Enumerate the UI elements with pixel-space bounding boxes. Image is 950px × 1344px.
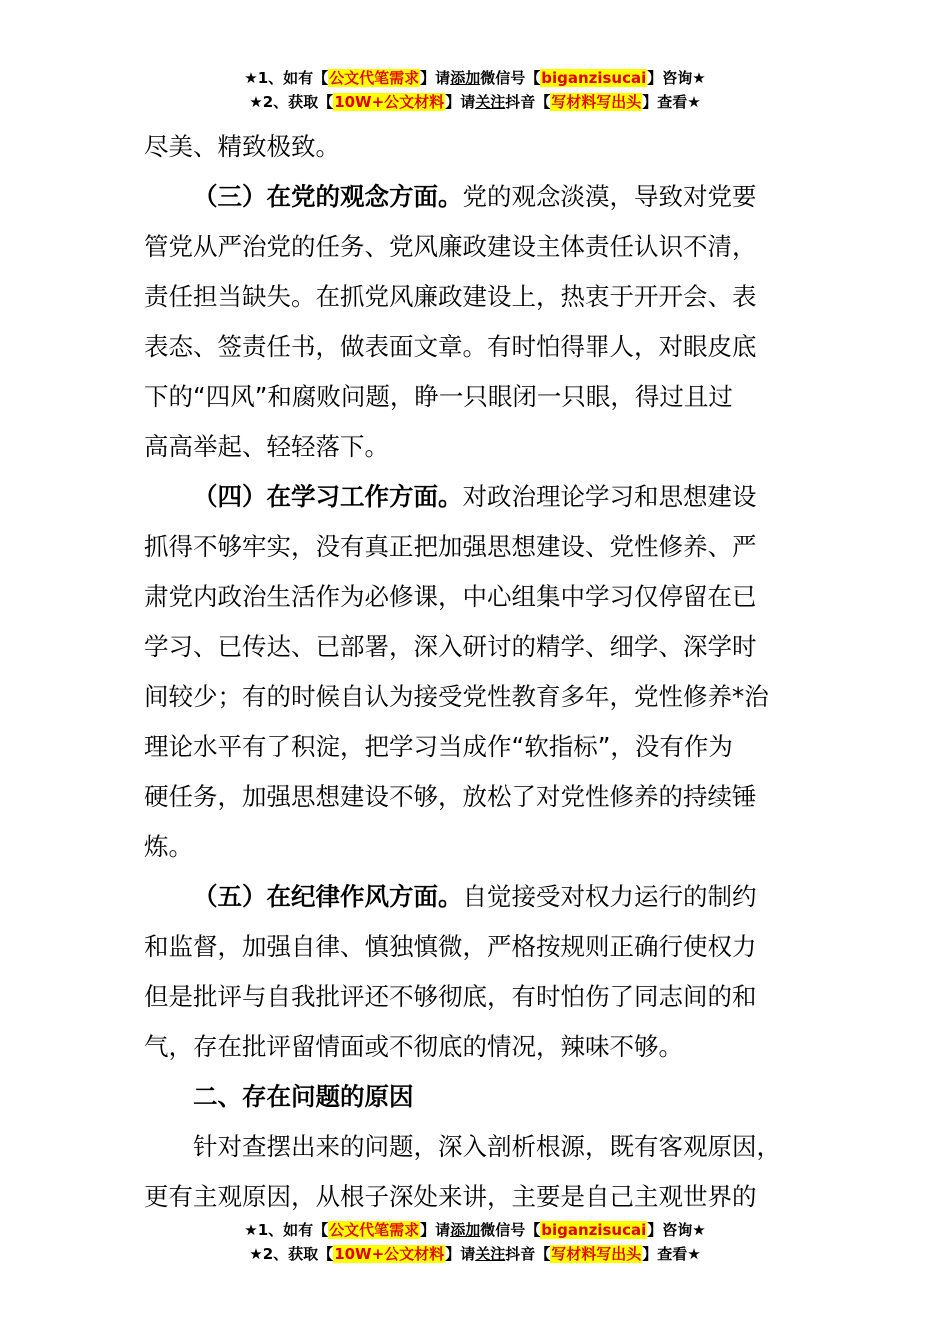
section-heading: （四）在学习工作方面。 — [193, 482, 463, 511]
highlight-wechat-id: biganzisucai — [541, 1221, 647, 1239]
highlight-douyin-account: 写材料写出头 — [551, 1245, 642, 1263]
text-line: 尽美、精致极致。 — [144, 132, 340, 161]
section-5-paragraph: （五）在纪律作风方面。自觉接受对权力运行的制约 — [193, 882, 757, 911]
banner-line-1: ★1、如有【公文代笔需求】请添加微信号【biganzisucai】咨询★ — [244, 1221, 706, 1239]
text-line: 管党从严治党的任务、党风廉政建设主体责任认识不清， — [144, 232, 757, 261]
footer-banner — [0, 1218, 950, 1266]
banner-line-2: ★2、获取【10W+公文材料】请关注抖音【写材料写出头】查看★ — [249, 1245, 701, 1263]
text-line: 硬任务，加强思想建设不够，放松了对党性修养的持续锤 — [144, 782, 757, 811]
highlight-materials: 10W+公文材料 — [334, 1245, 445, 1263]
highlight-service: 公文代笔需求 — [329, 69, 420, 87]
highlight-service: 公文代笔需求 — [329, 1221, 420, 1239]
text-line: 表态、签责任书，做表面文章。有时怕得罪人，对眼皮底 — [144, 332, 757, 361]
text-line: 高高举起、轻轻落下。 — [144, 432, 389, 461]
banner-line-1: ★1、如有【公文代笔需求】请添加微信号【biganzisucai】咨询★ — [244, 69, 706, 87]
highlight-wechat-id: biganzisucai — [541, 69, 647, 87]
text-line: 学习、已传达、已部署，深入研讨的精学、细学、深学时 — [144, 632, 757, 661]
text-line: 责任担当缺失。在抓党风廉政建设上，热衷于开开会、表 — [144, 282, 757, 311]
section-heading: （五）在纪律作风方面。 — [193, 882, 463, 911]
chapter-heading: 二、存在问题的原因 — [193, 1082, 414, 1111]
text-line: 更有主观原因，从根子深处来讲，主要是自己主观世界的 — [144, 1182, 757, 1211]
section-4-paragraph: （四）在学习工作方面。对政治理论学习和思想建设 — [193, 482, 757, 511]
section-3-paragraph: （三）在党的观念方面。党的观念淡漠，导致对党要 — [193, 182, 757, 211]
highlight-materials: 10W+公文材料 — [334, 93, 445, 111]
header-banner — [0, 66, 950, 114]
banner-line-2: ★2、获取【10W+公文材料】请关注抖音【写材料写出头】查看★ — [249, 93, 701, 111]
section-heading: （三）在党的观念方面。 — [193, 182, 463, 211]
text-line: 抓得不够牢实，没有真正把加强思想建设、党性修养、严 — [144, 532, 757, 561]
text-line: 针对查摆出来的问题，深入剖析根源，既有客观原因， — [193, 1132, 781, 1161]
text-line: 间较少；有的时候自认为接受党性教育多年，党性修养*治 — [144, 682, 769, 711]
highlight-douyin-account: 写材料写出头 — [551, 93, 642, 111]
text-line: 肃党内政治生活作为必修课，中心组集中学习仅停留在已 — [144, 582, 757, 611]
text-line: 但是批评与自我批评还不够彻底，有时怕伤了同志间的和 — [144, 982, 757, 1011]
document-body — [144, 122, 834, 1222]
text-line: 炼。 — [144, 832, 193, 861]
text-line: 和监督，加强自律、慎独慎微，严格按规则正确行使权力 — [144, 932, 757, 961]
text-line: 理论水平有了积淀，把学习当成作“软指标”，没有作为 — [144, 732, 733, 761]
text-line: 下的“四风”和腐败问题，睁一只眼闭一只眼，得过且过 — [144, 382, 733, 411]
text-line: 气，存在批评留情面或不彻底的情况，辣味不够。 — [144, 1032, 683, 1061]
